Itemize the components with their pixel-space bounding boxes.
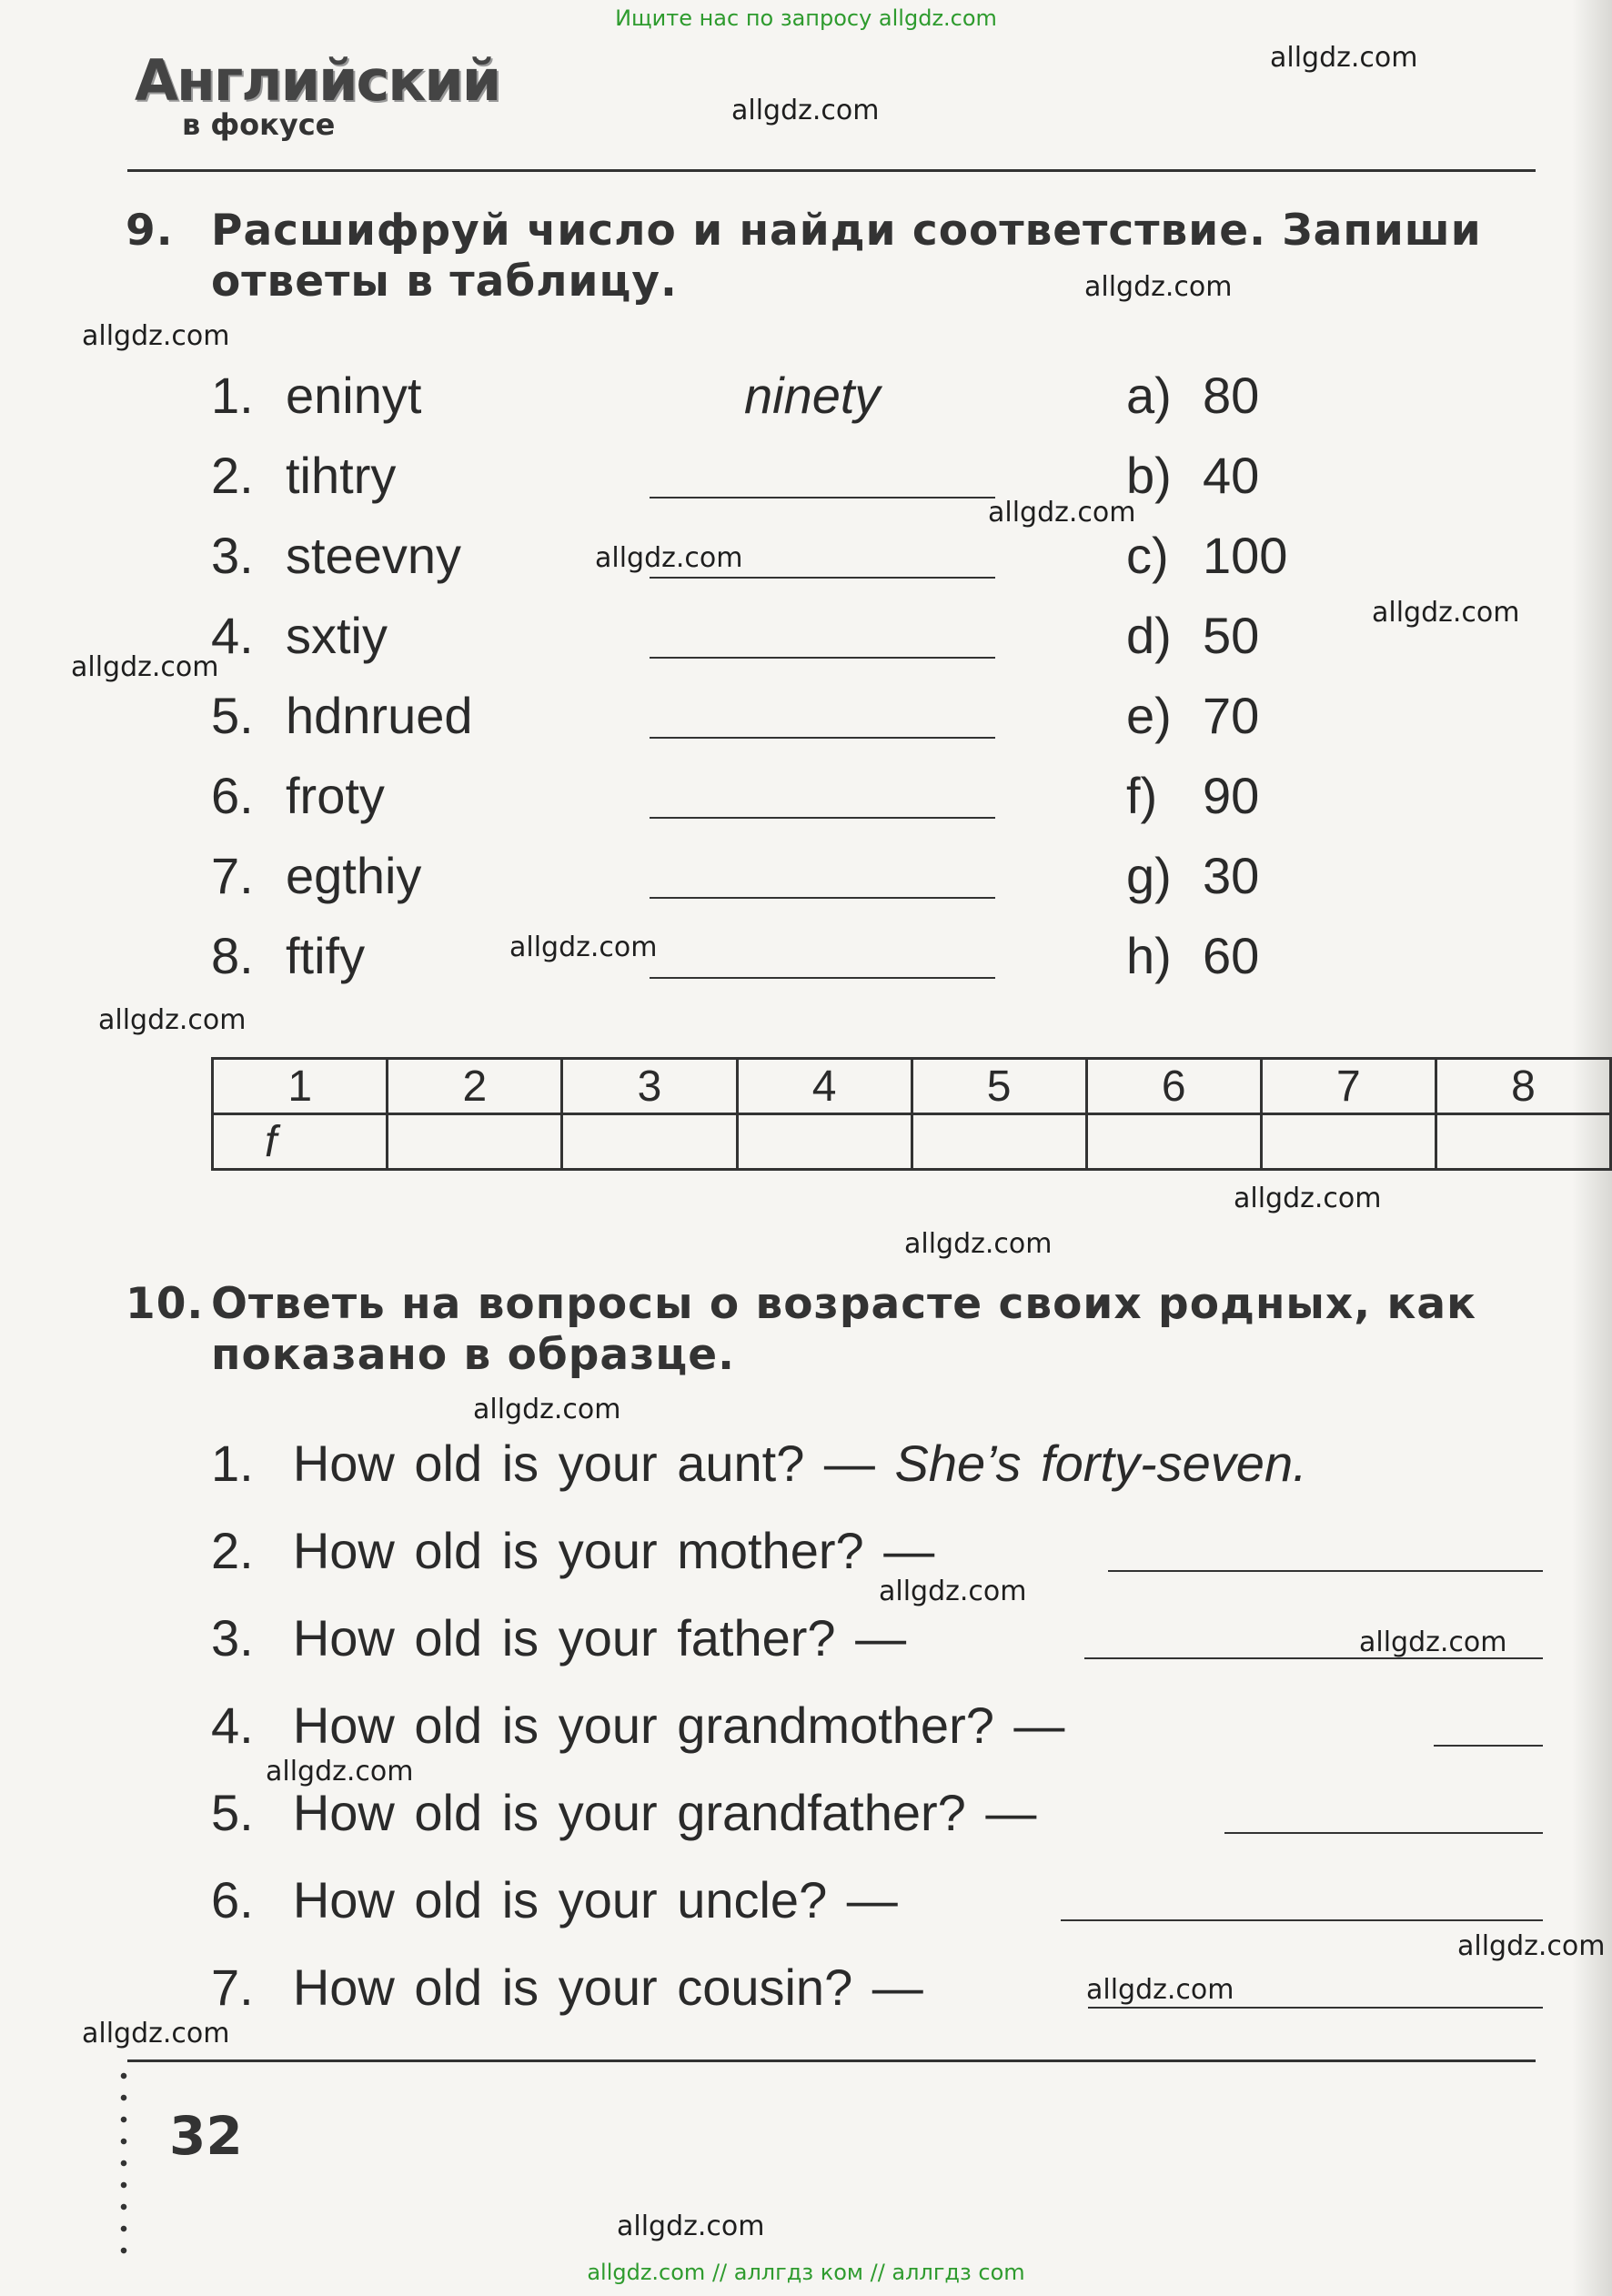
- task9-scrambled-word: sxtiy: [286, 607, 388, 664]
- question-text: How old is your uncle? —: [292, 1871, 898, 1928]
- question-number: 7.: [211, 1959, 254, 2016]
- table-header-cell: 1: [213, 1059, 388, 1114]
- task10-line1: Ответь на вопросы о возрасте своих родных, как: [211, 1279, 1476, 1329]
- task9-option-value: 90: [1203, 767, 1260, 824]
- task9-item-number: 8.: [211, 927, 254, 984]
- task9-option-letter: a): [1126, 367, 1172, 424]
- answer-line[interactable]: [1088, 2007, 1543, 2009]
- question-text: How old is your father? —: [292, 1609, 907, 1667]
- question-number: 2.: [211, 1522, 254, 1579]
- task9-option-letter: d): [1126, 607, 1172, 664]
- task9-option-letter: c): [1126, 527, 1169, 584]
- watermark: allgdz.com: [509, 931, 658, 963]
- footer-rule: [127, 2059, 1536, 2062]
- question-text: How old is your cousin? —: [292, 1959, 923, 2016]
- task9-scrambled-word: tihtry: [286, 447, 397, 504]
- watermark: allgdz.com: [988, 497, 1136, 529]
- task9-number: 9.: [126, 206, 174, 256]
- task9-instructions: [126, 206, 1545, 307]
- question-answer: She’s forty-seven.: [894, 1435, 1307, 1492]
- table-answer-cell[interactable]: [912, 1114, 1086, 1170]
- watermark: allgdz.com: [82, 320, 230, 352]
- watermark: allgdz.com: [1359, 1626, 1507, 1658]
- question-row: [211, 1608, 906, 1667]
- task9-scrambled-word: steevny: [286, 527, 461, 584]
- table-header-cell: 4: [737, 1059, 912, 1114]
- task10-line2: показано в образце.: [211, 1330, 735, 1380]
- watermark: allgdz.com: [904, 1228, 1053, 1260]
- task9-answer: ninety: [744, 367, 881, 424]
- task10-instructions: [126, 1279, 1545, 1381]
- task9-item-number: 1.: [211, 367, 254, 424]
- task9-item-number: 3.: [211, 527, 254, 584]
- question-row: [211, 1870, 898, 1929]
- task9-option-value: 70: [1203, 687, 1260, 744]
- header-rule: [127, 169, 1536, 172]
- task9-scrambled-word: ftify: [286, 927, 366, 984]
- watermark: allgdz.com: [1086, 1974, 1234, 2006]
- task9-scrambled-word: egthiy: [286, 847, 422, 904]
- table-answer-cell[interactable]: [1261, 1114, 1436, 1170]
- question-text: How old is your grandmother? —: [292, 1697, 1065, 1754]
- table-answer-row: [213, 1114, 1611, 1170]
- table-answer-cell[interactable]: [388, 1114, 562, 1170]
- watermark: allgdz.com: [1270, 42, 1418, 74]
- task9-item-number: 7.: [211, 847, 254, 904]
- task9-line2: ответы в таблицу.: [211, 257, 678, 307]
- question-number: 6.: [211, 1871, 254, 1928]
- watermark: allgdz.com: [731, 95, 880, 126]
- table-header-cell: 3: [562, 1059, 737, 1114]
- task9-item-number: 4.: [211, 607, 254, 664]
- watermark: allgdz.com: [617, 2210, 765, 2242]
- answer-line[interactable]: [1061, 1919, 1543, 1921]
- task9-option-value: 100: [1203, 527, 1288, 584]
- watermark: allgdz.com: [473, 1394, 621, 1425]
- watermark: allgdz.com: [266, 1756, 414, 1787]
- task9-item-number: 6.: [211, 767, 254, 824]
- task9-option-letter: b): [1126, 447, 1172, 504]
- task9-answer-line[interactable]: [650, 817, 995, 819]
- task10-number: 10.: [126, 1279, 205, 1329]
- watermark: allgdz.com: [1234, 1183, 1382, 1214]
- question-number: 5.: [211, 1784, 254, 1841]
- table-header-cell: 6: [1086, 1059, 1261, 1114]
- table-header-cell: 8: [1436, 1059, 1610, 1114]
- question-row: [211, 1434, 1307, 1493]
- task9-line1: Расшифруй число и найди соответствие. Запиши: [211, 206, 1482, 256]
- question-text: How old is your grandfather? —: [292, 1784, 1037, 1841]
- table-answer-cell[interactable]: [562, 1114, 737, 1170]
- task9-option-value: 40: [1203, 447, 1260, 504]
- watermark: allgdz.com: [1457, 1930, 1606, 1962]
- margin-dots: [120, 2065, 127, 2265]
- page-number: 32: [169, 2105, 243, 2167]
- task9-scrambled-word: hdnrued: [286, 687, 473, 744]
- answer-line[interactable]: [1108, 1570, 1543, 1572]
- question-number: 4.: [211, 1697, 254, 1754]
- site-banner[interactable]: Ищите нас по запросу allgdz.com: [615, 5, 997, 31]
- watermark: allgdz.com: [595, 542, 743, 574]
- task9-scrambled-word: eninyt: [286, 367, 422, 424]
- task9-option-letter: h): [1126, 927, 1172, 984]
- watermark: allgdz.com: [82, 2018, 230, 2049]
- task9-option-letter: e): [1126, 687, 1172, 744]
- task9-item-number: 2.: [211, 447, 254, 504]
- table-header-cell: 7: [1261, 1059, 1436, 1114]
- answer-line[interactable]: [1434, 1745, 1543, 1747]
- task9-option-value: 80: [1203, 367, 1260, 424]
- question-row: [211, 1958, 923, 2017]
- book-logo-title: Английский: [135, 47, 500, 114]
- task9-item-number: 5.: [211, 687, 254, 744]
- task9-answer-line[interactable]: [650, 977, 995, 979]
- watermark: allgdz.com: [71, 651, 219, 683]
- question-number: 3.: [211, 1609, 254, 1667]
- question-text: How old is your aunt? —: [292, 1435, 875, 1492]
- task9-option-value: 30: [1203, 847, 1260, 904]
- task9-option-letter: f): [1126, 767, 1158, 824]
- task9-answer-line[interactable]: [650, 497, 995, 498]
- question-row: [211, 1521, 934, 1580]
- task9-option-letter: g): [1126, 847, 1172, 904]
- answer-line[interactable]: [1224, 1832, 1543, 1834]
- task9-scrambled-word: froty: [286, 767, 385, 824]
- table-header-cell: 2: [388, 1059, 562, 1114]
- task9-answer-line[interactable]: [650, 897, 995, 899]
- question-row: [211, 1783, 1036, 1842]
- table-answer-cell[interactable]: [737, 1114, 912, 1170]
- watermark: allgdz.com: [98, 1004, 247, 1036]
- question-row: [211, 1696, 1064, 1755]
- question-text: How old is your mother? —: [292, 1522, 935, 1579]
- question-number: 1.: [211, 1435, 254, 1492]
- book-logo-subtitle: в фокусе: [182, 107, 336, 142]
- task9-answer-line[interactable]: [650, 657, 995, 659]
- table-answer-cell[interactable]: [1436, 1114, 1610, 1170]
- task9-option-value: 60: [1203, 927, 1260, 984]
- table-answer-cell[interactable]: f: [213, 1114, 388, 1170]
- task9-answer-line[interactable]: [650, 737, 995, 739]
- task9-option-value: 50: [1203, 607, 1260, 664]
- watermark: allgdz.com: [879, 1576, 1027, 1607]
- table-header-row: [213, 1059, 1611, 1114]
- footer-banner[interactable]: allgdz.com // аллгдз ком // аллгдз com: [587, 2260, 1025, 2285]
- watermark: allgdz.com: [1372, 597, 1520, 629]
- task9-answer-line[interactable]: [650, 577, 995, 579]
- table-header-cell: 5: [912, 1059, 1086, 1114]
- watermark: allgdz.com: [1084, 271, 1233, 303]
- table-answer-cell[interactable]: [1086, 1114, 1261, 1170]
- task9-answer-table: [211, 1057, 1612, 1171]
